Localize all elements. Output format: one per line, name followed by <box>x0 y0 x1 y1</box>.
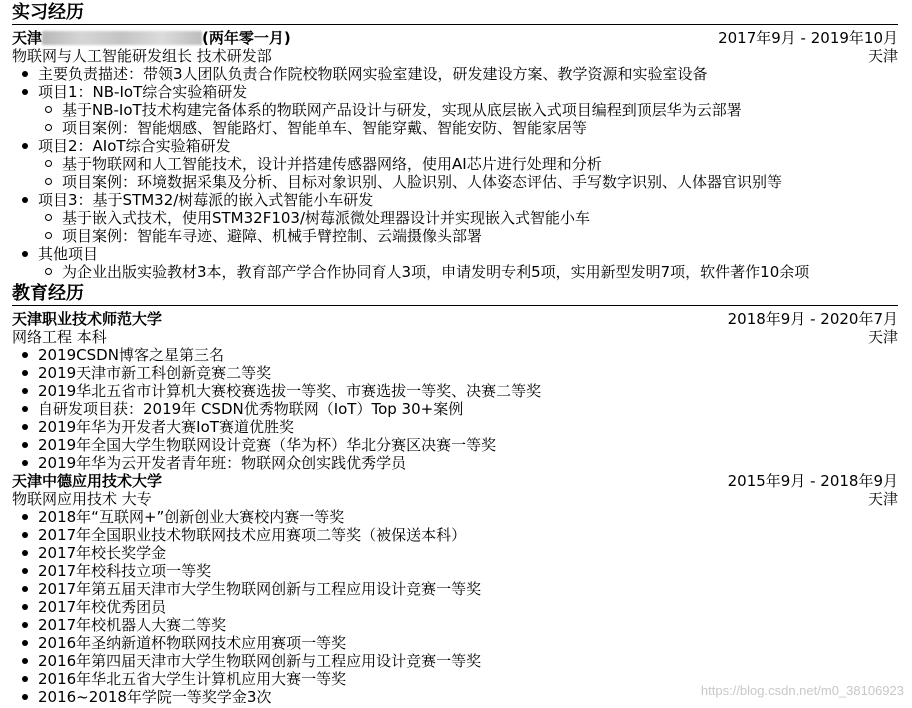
school-row <box>12 472 898 490</box>
resume-page <box>12 0 898 706</box>
school-location: 天津 <box>867 490 898 508</box>
award-item: 2016年第四届天津市大学生物联网创新与工程应用设计竞赛一等奖 <box>12 652 898 670</box>
awards-list <box>12 508 898 706</box>
sub-list-item: 基于物联网和人工智能技术，设计并搭建传感器网络，使用AI芯片进行处理和分析 <box>12 155 898 173</box>
list-item: 项目1：NB-IoT综合实验箱研发 <box>12 83 898 101</box>
award-item: 2019年华为开发者大赛IoT赛道优胜奖 <box>12 418 898 436</box>
award-item: 2017年全国职业技术物联网技术应用赛项二等奖（被保送本科） <box>12 526 898 544</box>
award-item: 2017年第五届天津市大学生物联网创新与工程应用设计竞赛一等奖 <box>12 580 898 598</box>
award-item: 2019年华为云开发者青年班：物联网众创实践优秀学员 <box>12 454 898 472</box>
school-name: 天津职业技术师范大学 <box>12 310 163 328</box>
redacted-company-name <box>42 31 202 45</box>
internship-position: 物联网与人工智能研发组长 技术研发部 <box>12 47 272 65</box>
list-item: 项目3：基于STM32/树莓派的嵌入式智能小车研发 <box>12 191 898 209</box>
education-heading: 教育经历 <box>12 283 84 304</box>
school-major: 网络工程 本科 <box>12 328 107 346</box>
award-item: 2016年圣纳新道杯物联网技术应用赛项一等奖 <box>12 634 898 652</box>
sub-list-item: 项目案例：智能烟感、智能路灯、智能单车、智能穿戴、智能安防、智能家居等 <box>12 119 898 137</box>
sub-list-item: 项目案例：环境数据采集及分析、目标对象识别、人脸识别、人体姿态评估、手写数字识别、人体器官识别等 <box>12 173 898 191</box>
internship-location: 天津 <box>867 47 898 65</box>
awards-list <box>12 346 898 472</box>
school-location: 天津 <box>867 328 898 346</box>
award-item: 2016~2018年学院一等奖学金3次 <box>12 688 898 706</box>
award-item: 2017年校科技立项一等奖 <box>12 562 898 580</box>
section-divider <box>12 24 898 25</box>
school-dates: 2015年9月 - 2018年9月 <box>727 472 898 490</box>
school-row <box>12 310 898 328</box>
internship-org-row <box>12 29 898 47</box>
list-item: 项目2：AIoT综合实验箱研发 <box>12 137 898 155</box>
award-item: 2017年校机器人大赛二等奖 <box>12 616 898 634</box>
sub-list-item: 基于NB-IoT技术构建完备体系的物联网产品设计与研发，实现从底层嵌入式项目编程到顶层华为云部署 <box>12 101 898 119</box>
section-divider <box>12 305 898 306</box>
internship-list <box>12 65 898 281</box>
school-major: 物联网应用技术 大专 <box>12 490 152 508</box>
watermark-text: https://blog.csdn.net/m0_38106923 <box>700 683 904 698</box>
award-item: 2019CSDN博客之星第三名 <box>12 346 898 364</box>
internship-heading: 实习经历 <box>12 2 84 23</box>
sub-list-item: 基于嵌入式技术，使用STM32F103/树莓派微处理器设计并实现嵌入式智能小车 <box>12 209 898 227</box>
list-item: 其他项目 <box>12 245 898 263</box>
award-item: 自研发项目获：2019年 CSDN优秀物联网（IoT）Top 30+案例 <box>12 400 898 418</box>
award-item: 2017年校优秀团员 <box>12 598 898 616</box>
sub-list-item: 项目案例：智能车寻迹、避障、机械手臂控制、云端摄像头部署 <box>12 227 898 245</box>
internship-dates: 2017年9月 - 2019年10月 <box>718 29 898 47</box>
award-item: 2018年“互联网+”创新创业大赛校内赛一等奖 <box>12 508 898 526</box>
award-item: 2019天津市新工科创新竞赛二等奖 <box>12 364 898 382</box>
award-item: 2016年华北五省大学生计算机应用大赛一等奖 <box>12 670 898 688</box>
school-dates: 2018年9月 - 2020年7月 <box>727 310 898 328</box>
internship-position-row <box>12 47 898 65</box>
company-name-prefix: 天津 <box>12 29 43 47</box>
award-item: 2019华北五省市计算机大赛校赛选拔一等奖、市赛选拔一等奖、决赛二等奖 <box>12 382 898 400</box>
list-item: 主要负责描述：带领3人团队负责合作院校物联网实验室建设，研发建设方案、教学资源和实验室设备 <box>12 65 898 83</box>
school-name: 天津中德应用技术大学 <box>12 472 163 490</box>
award-item: 2019年全国大学生物联网设计竞赛（华为杯）华北分赛区决赛一等奖 <box>12 436 898 454</box>
award-item: 2017年校长奖学金 <box>12 544 898 562</box>
school-major-row <box>12 328 898 346</box>
school-major-row <box>12 490 898 508</box>
company-duration: (两年零一月) <box>202 29 291 47</box>
sub-list-item: 为企业出版实验教材3本，教育部产学合作协同育人3项，申请发明专利5项，实用新型发明7项，软件著作10余项 <box>12 263 898 281</box>
